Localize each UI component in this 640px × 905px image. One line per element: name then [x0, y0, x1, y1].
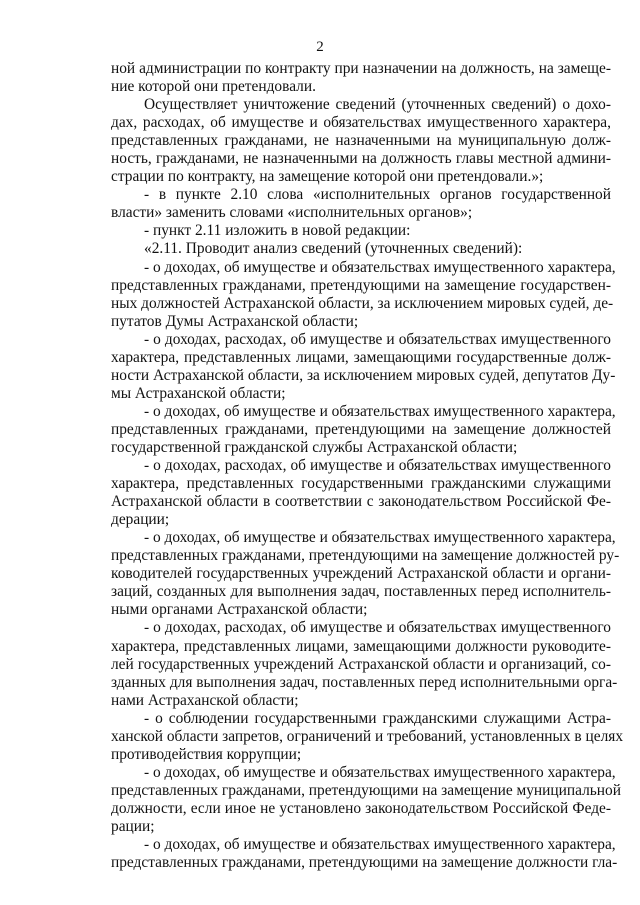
text-line: ных должностей Астраханской области, за исключением мировых судей, де-: [111, 294, 614, 312]
text-line: - о доходах, расходах, об имуществе и обязательствах имущественного: [144, 330, 611, 348]
text-line: - о доходах, об имуществе и обязательствах имущественного характера,: [144, 529, 616, 547]
text-line: представленных гражданами, претендующими на замещение должностей ру-: [111, 547, 620, 565]
text-line: власти» заменить словами «исполнительных органов»;: [111, 204, 473, 222]
text-line: - о доходах, расходах, об имуществе и обязательствах имущественного: [144, 619, 611, 637]
text-line: ности Астраханской области, за исключением мировых судей, депутатов Ду-: [111, 366, 616, 384]
text-line: «2.11. Проводит анализ сведений (уточненных сведений):: [144, 240, 523, 258]
text-line: ханской области запретов, ограничений и требований, установленных в целях: [111, 727, 624, 745]
text-line: дерации;: [111, 511, 170, 529]
page-number: 2: [316, 39, 324, 55]
text-line: представленных гражданами, претендующими на замещение муниципальной: [111, 781, 621, 799]
text-line: - в пункте 2.10 слова «исполнительных органов государственной: [144, 186, 611, 204]
text-line: - о доходах, об имуществе и обязательствах имущественного характера,: [144, 402, 616, 420]
text-line: противодействия коррупции;: [111, 745, 302, 763]
text-line: - о доходах, об имуществе и обязательствах имущественного характера,: [144, 836, 616, 854]
text-line: ными органами Астраханской области;: [111, 601, 368, 619]
text-line: - пункт 2.11 изложить в новой редакции:: [144, 222, 411, 240]
text-line: рации;: [111, 817, 155, 835]
text-line: мы Астраханской области;: [111, 384, 286, 402]
text-line: заций, созданных для выполнения задач, поставленных перед исполнитель-: [111, 583, 611, 601]
text-line: характера, представленных государственными гражданскими служащими: [111, 475, 611, 493]
text-line: путатов Думы Астраханской области;: [111, 312, 359, 330]
text-line: - о соблюдении государственными гражданскими служащими Астра-: [144, 709, 611, 727]
text-line: характера, представленных лицами, замещающими государственные долж-: [111, 348, 611, 366]
text-line: - о доходах, об имуществе и обязательствах имущественного характера,: [144, 258, 616, 276]
text-line: государственной гражданской службы Астраханской области;: [111, 438, 518, 456]
text-line: страции по контракту, на замещение которой они претендовали.»;: [111, 168, 544, 186]
text-line: ководителей государственных учреждений Астраханской области и органи-: [111, 565, 611, 583]
text-line: - о доходах, об имуществе и обязательствах имущественного характера,: [144, 763, 616, 781]
text-line: - о доходах, расходах, об имуществе и обязательствах имущественного: [144, 457, 611, 475]
text-line: характера, представленных лицами, замещающими должности руководите-: [111, 637, 611, 655]
text-line: должности, если иное не установлено законодательством Российской Феде-: [111, 799, 611, 817]
text-line: представленных гражданами, не назначенными на муниципальную долж-: [111, 132, 611, 150]
text-line: представленных гражданами, претендующими на замещение должности гла-: [111, 854, 618, 872]
document-body: [111, 60, 624, 872]
text-line: представленных гражданами, претендующими на замещение должностей: [111, 420, 611, 438]
text-line: дах, расходах, об имуществе и обязательствах имущественного характера,: [111, 114, 611, 132]
text-line: ной администрации по контракту при назначении на должность, на замеще-: [111, 60, 611, 77]
text-line: ние которой они претендовали.: [111, 78, 316, 96]
text-line: лей государственных учреждений Астраханской области и организаций, со-: [111, 655, 611, 673]
text-line: Астраханской области в соответствии с законодательством Российской Фе-: [111, 493, 611, 511]
text-line: представленных гражданами, претендующими на замещение государствен-: [111, 276, 611, 294]
text-line: Осуществляет уничтожение сведений (уточненных сведений) о дохо-: [144, 96, 611, 114]
text-line: ность, гражданами, не назначенными на должность главы местной админи-: [111, 150, 611, 168]
text-line: нами Астраханской области;: [111, 691, 299, 709]
text-line: зданных для выполнения задач, поставленных перед исполнительными орга-: [111, 673, 618, 691]
